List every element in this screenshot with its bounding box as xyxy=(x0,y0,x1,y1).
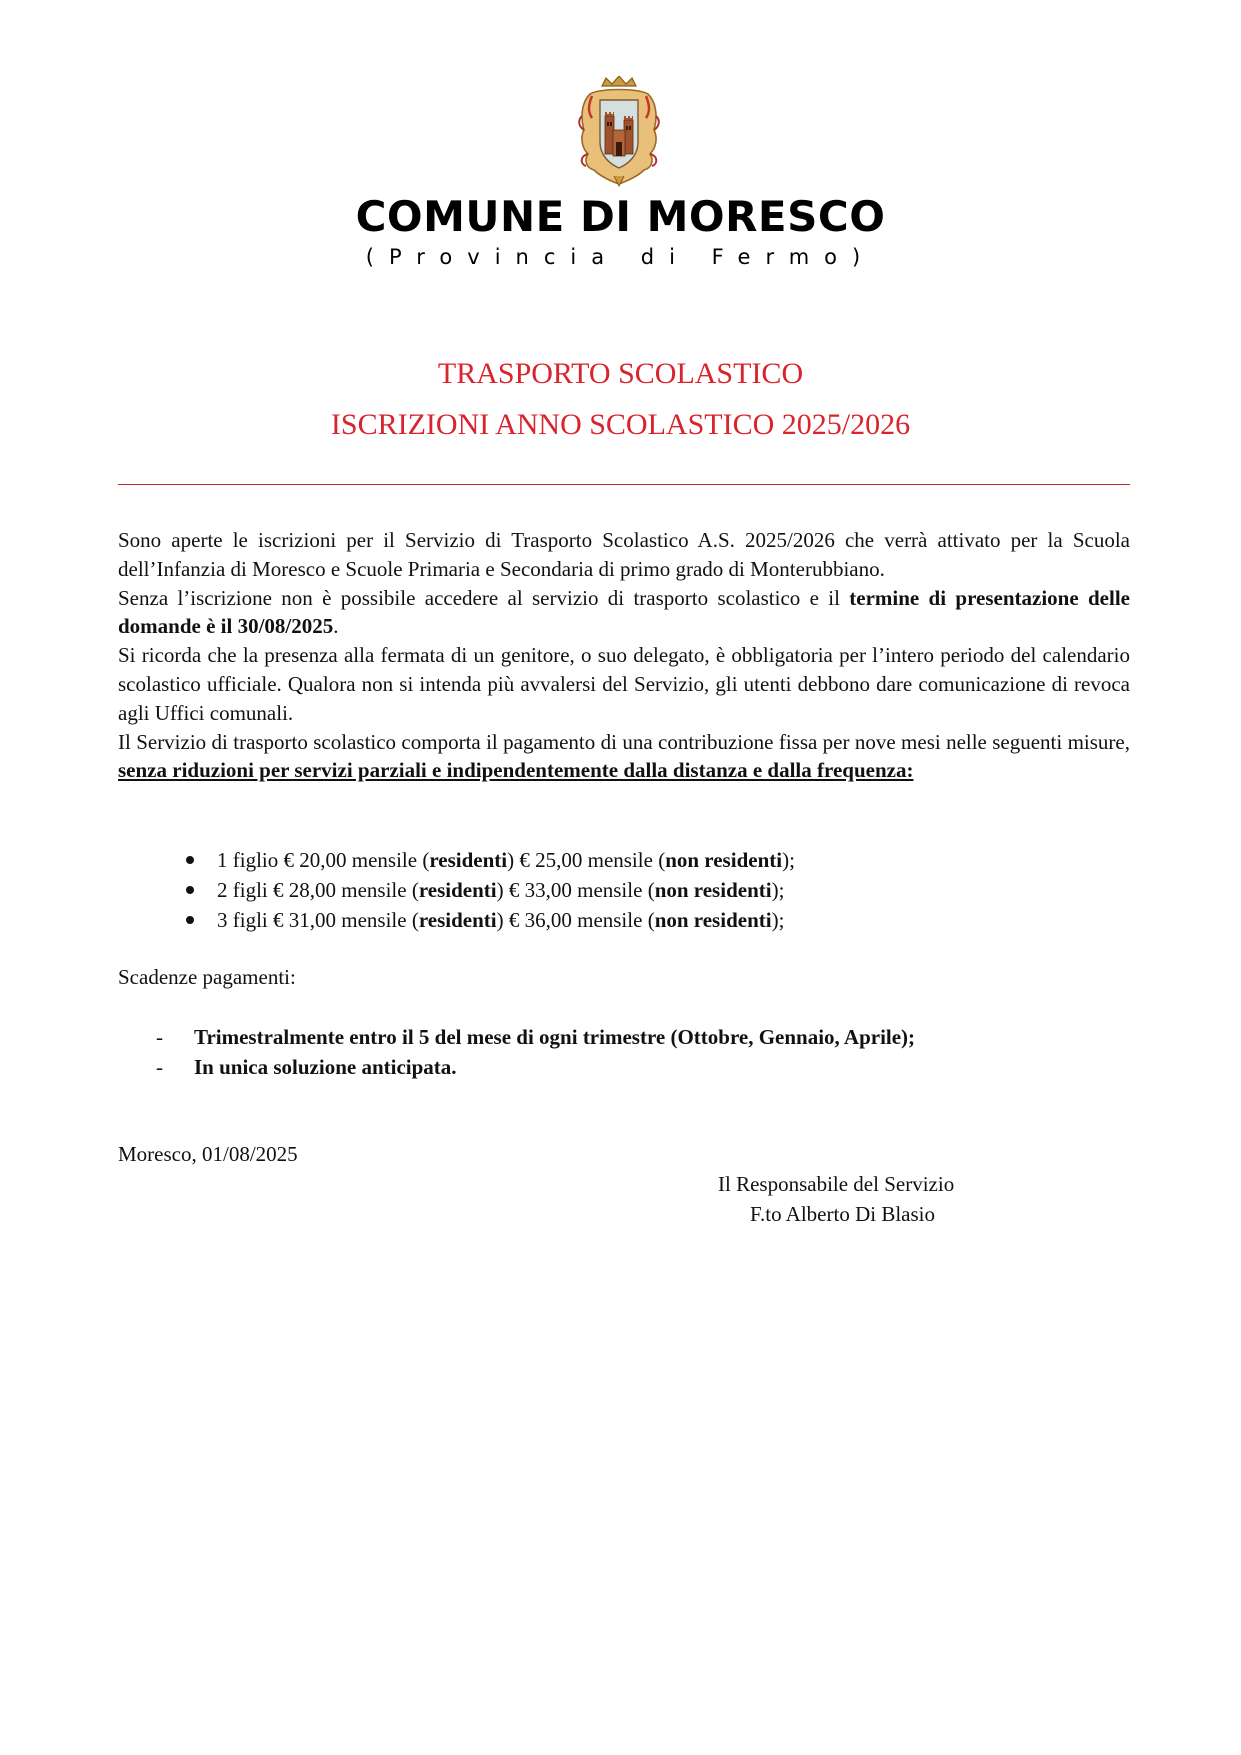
fees-condition-emphasis: senza riduzioni per servizi parziali e indipendentemente dalla distanza e dalla frequenza: xyxy=(118,758,914,783)
place-and-date: Moresco, 01/08/2025 xyxy=(118,1142,298,1166)
payment-deadline-list xyxy=(118,1022,915,1082)
list-item: - Trimestralmente entro il 5 del mese di ogni trimestre (Ottobre, Gennaio, Aprile); xyxy=(118,1022,915,1052)
paragraph-enrollment: Sono aperte le iscrizioni per il Servizio di Trasporto Scolastico A.S. 2025/2026 che verrà attivato per la Scuola dell’Infanzia di Moresco e Scuole Primaria e Secondaria di primo grado di Monterubbiano. xyxy=(118,528,1130,581)
signatory-name: F.to Alberto Di Blasio xyxy=(750,1202,935,1226)
fee-list xyxy=(118,845,795,935)
signatory-role: Il Responsabile del Servizio xyxy=(718,1172,955,1196)
municipality-name: COMUNE DI MORESCO xyxy=(355,192,886,241)
list-item: - In unica soluzione anticipata. xyxy=(118,1052,915,1082)
list-item: 3 figli € 31,00 mensile (residenti) € 36,00 mensile (non residenti); xyxy=(118,905,795,935)
bullet-icon xyxy=(186,886,194,894)
deadline-emphasis: termine di presentazione delle domande è il 30/08/2025 xyxy=(118,585,1130,639)
bullet-icon xyxy=(186,916,194,924)
dash-icon: - xyxy=(156,1025,163,1049)
document-title: TRASPORTO SCOLASTICO xyxy=(437,357,804,390)
paragraph-parent-presence: Si ricorda che la presenza alla fermata di un genitore, o suo delegato, è obbligatoria per l’intero periodo del calendario scolastico ufficiale. Qualora non si intenda più avvalersi del Servizio, gli utenti debbono dare comunicazione di revoca agli Uffici comunali. xyxy=(118,643,1130,725)
list-item: 1 figlio € 20,00 mensile (residenti) € 25,00 mensile (non residenti); xyxy=(118,845,795,875)
payment-deadlines-label: Scadenze pagamenti: xyxy=(118,965,296,989)
notice-body xyxy=(118,526,1130,785)
list-item: 2 figli € 28,00 mensile (residenti) € 33,00 mensile (non residenti); xyxy=(118,875,795,905)
dash-icon: - xyxy=(156,1055,163,1079)
coat-of-arms-icon xyxy=(578,76,660,188)
paragraph-deadline: Senza l’iscrizione non è possibile accedere al servizio di trasporto scolastico e il termine di presentazione delle domande è il 30/08/2025. xyxy=(118,585,1130,639)
title-divider xyxy=(118,484,1130,485)
bullet-icon xyxy=(186,856,194,864)
paragraph-fees-intro: Il Servizio di trasporto scolastico comporta il pagamento di una contribuzione fissa per nove mesi nelle seguenti misure, senza riduzioni per servizi parziali e indipendentemente dalla distanza e dalla frequenza: xyxy=(118,729,1130,783)
document-subtitle: ISCRIZIONI ANNO SCOLASTICO 2025/2026 xyxy=(330,408,911,441)
province-subtitle: (Provincia di Fermo) xyxy=(365,245,876,269)
